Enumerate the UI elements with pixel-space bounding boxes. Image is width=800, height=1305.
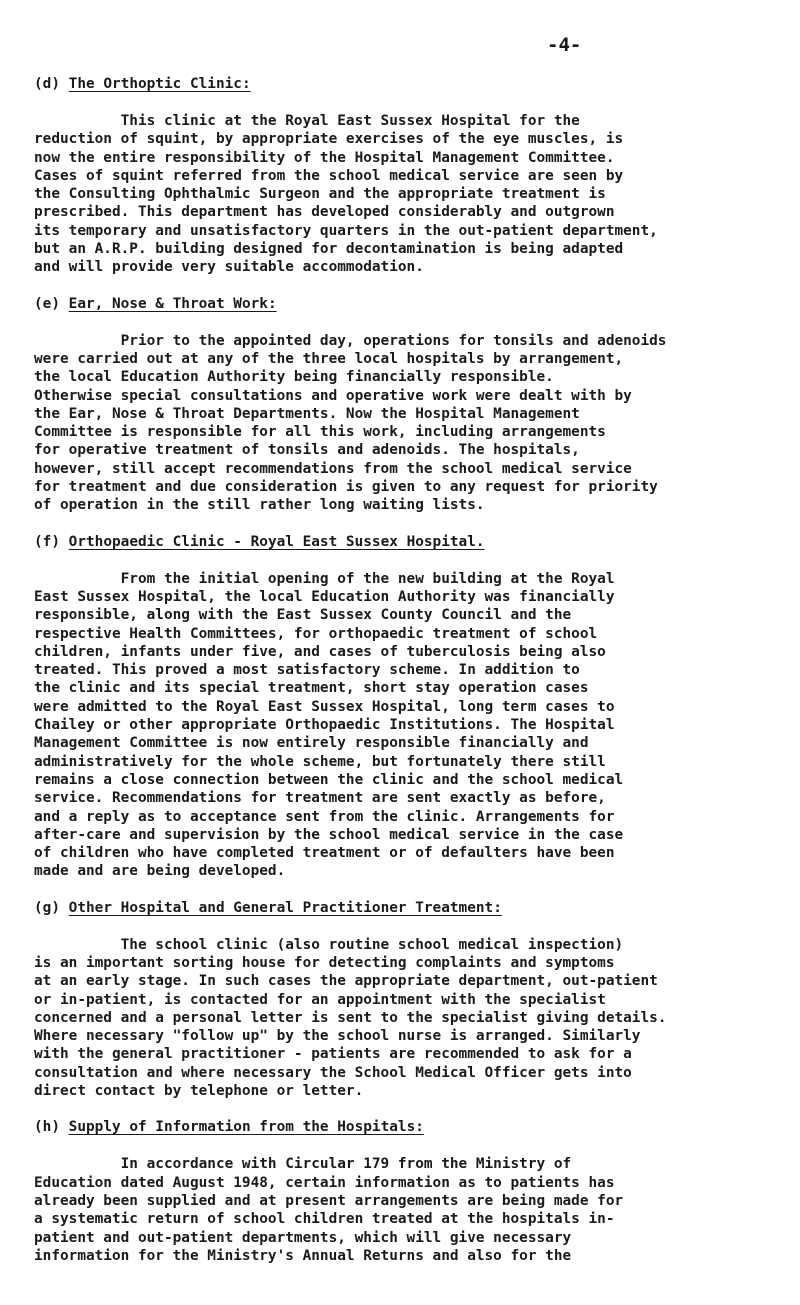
text-line: Cases of squint referred from the school medical service are seen by: [34, 167, 624, 184]
text-line: at an early stage. In such cases the appropriate department, out-patient: [34, 973, 658, 990]
text-line: Education dated August 1948, certain information as to patients has: [34, 1174, 615, 1191]
text-line: administratively for the whole scheme, but fortunately there still: [34, 753, 606, 770]
section-orthoptic-clinic: [34, 74, 794, 277]
text-line: In accordance with Circular 179 from the Ministry of: [34, 1156, 572, 1173]
section-title: Orthopaedic Clinic - Royal East Sussex Hospital.: [68, 533, 485, 550]
section-letter: (e): [34, 295, 60, 312]
section-title: Supply of Information from the Hospitals:: [68, 1119, 424, 1136]
section-paragraph: [34, 112, 794, 277]
text-line: however, still accept recommendations from the school medical service: [34, 460, 632, 477]
text-line: Management Committee is now entirely responsible financially and: [34, 735, 589, 752]
text-line: and a reply as to acceptance sent from the clinic. Arrangements for: [34, 808, 615, 825]
text-line: its temporary and unsatisfactory quarters in the out-patient department,: [34, 222, 658, 239]
section-paragraph: [34, 1155, 794, 1265]
text-line: East Sussex Hospital, the local Education Authority was financially: [34, 588, 615, 605]
text-line: with the general practitioner - patients are recommended to ask for a: [34, 1046, 632, 1063]
section-heading: [34, 532, 794, 553]
section-supply-of-information: [34, 1117, 794, 1265]
text-line: were admitted to the Royal East Sussex Hospital, long term cases to: [34, 698, 615, 715]
section-heading: [34, 898, 794, 919]
page-number: -4-: [547, 34, 582, 56]
section-heading: [34, 294, 794, 315]
text-line: for treatment and due consideration is given to any request for priority: [34, 479, 658, 496]
text-line: patient and out-patient departments, which will give necessary: [34, 1229, 572, 1246]
section-paragraph: [34, 570, 794, 881]
section-letter: (d): [34, 76, 60, 92]
section-letter: (h): [34, 1119, 60, 1136]
section-paragraph: [34, 936, 794, 1101]
section-heading: [34, 74, 794, 95]
text-line: after-care and supervision by the school medical service in the case: [34, 826, 624, 843]
section-ear-nose-throat: [34, 294, 794, 515]
text-line: responsible, along with the East Sussex County Council and the: [34, 607, 572, 624]
section-title: The Orthoptic Clinic:: [68, 76, 251, 92]
text-line: were carried out at any of the three local hospitals by arrangement,: [34, 350, 624, 367]
text-line: the local Education Authority being financially responsible.: [34, 369, 554, 386]
text-line: now the entire responsibility of the Hospital Management Committee.: [34, 149, 615, 166]
text-line: consultation and where necessary the School Medical Officer gets into: [34, 1064, 632, 1081]
text-line: Chailey or other appropriate Orthopaedic Institutions. The Hospital: [34, 717, 615, 734]
text-line: or in-patient, is contacted for an appointment with the specialist: [34, 991, 606, 1008]
text-line: made and are being developed.: [34, 863, 286, 880]
text-line: of children who have completed treatment or of defaulters have been: [34, 845, 615, 862]
text-line: Committee is responsible for all this work, including arrangements: [34, 424, 606, 441]
section-heading: [34, 1117, 794, 1138]
text-line: reduction of squint, by appropriate exercises of the eye muscles, is: [34, 131, 624, 148]
text-line: a systematic return of school children treated at the hospitals in-: [34, 1211, 615, 1228]
text-line: the Consulting Ophthalmic Surgeon and the appropriate treatment is: [34, 186, 606, 203]
document-body: [34, 74, 794, 1282]
text-line: Otherwise special consultations and operative work were dealt with by: [34, 387, 632, 404]
text-line: direct contact by telephone or letter.: [34, 1083, 364, 1100]
section-letter: (g): [34, 899, 60, 916]
text-line: and will provide very suitable accommodation.: [34, 259, 424, 276]
section-title: Ear, Nose & Throat Work:: [68, 295, 277, 312]
text-line: treated. This proved a most satisfactory scheme. In addition to: [34, 662, 580, 679]
section-paragraph: [34, 332, 794, 515]
text-line: the clinic and its special treatment, short stay operation cases: [34, 680, 589, 697]
text-line: but an A.R.P. building designed for decontamination is being adapted: [34, 241, 624, 258]
text-line: respective Health Committees, for orthopaedic treatment of school: [34, 625, 598, 642]
text-line: concerned and a personal letter is sent to the specialist giving details.: [34, 1009, 667, 1026]
text-line: remains a close connection between the clinic and the school medical: [34, 771, 624, 788]
section-other-hospital-treatment: [34, 898, 794, 1101]
text-line: of operation in the still rather long waiting lists.: [34, 497, 485, 514]
section-title: Other Hospital and General Practitioner Treatment:: [68, 899, 502, 916]
text-line: children, infants under five, and cases of tuberculosis being also: [34, 643, 606, 660]
text-line: Prior to the appointed day, operations for tonsils and adenoids: [34, 332, 667, 349]
text-line: service. Recommendations for treatment are sent exactly as before,: [34, 790, 606, 807]
text-line: prescribed. This department has developed considerably and outgrown: [34, 204, 615, 221]
text-line: for operative treatment of tonsils and adenoids. The hospitals,: [34, 442, 580, 459]
text-line: information for the Ministry's Annual Returns and also for the: [34, 1247, 572, 1264]
section-letter: (f): [34, 533, 60, 550]
text-line: already been supplied and at present arrangements are being made for: [34, 1192, 624, 1209]
text-line: From the initial opening of the new building at the Royal: [34, 570, 615, 587]
text-line: Where necessary "follow up" by the school nurse is arranged. Similarly: [34, 1028, 641, 1045]
text-line: The school clinic (also routine school medical inspection): [34, 936, 624, 953]
text-line: This clinic at the Royal East Sussex Hospital for the: [34, 113, 580, 129]
section-orthopaedic-clinic: [34, 532, 794, 881]
text-line: is an important sorting house for detecting complaints and symptoms: [34, 954, 615, 971]
text-line: the Ear, Nose & Throat Departments. Now the Hospital Management: [34, 405, 580, 422]
